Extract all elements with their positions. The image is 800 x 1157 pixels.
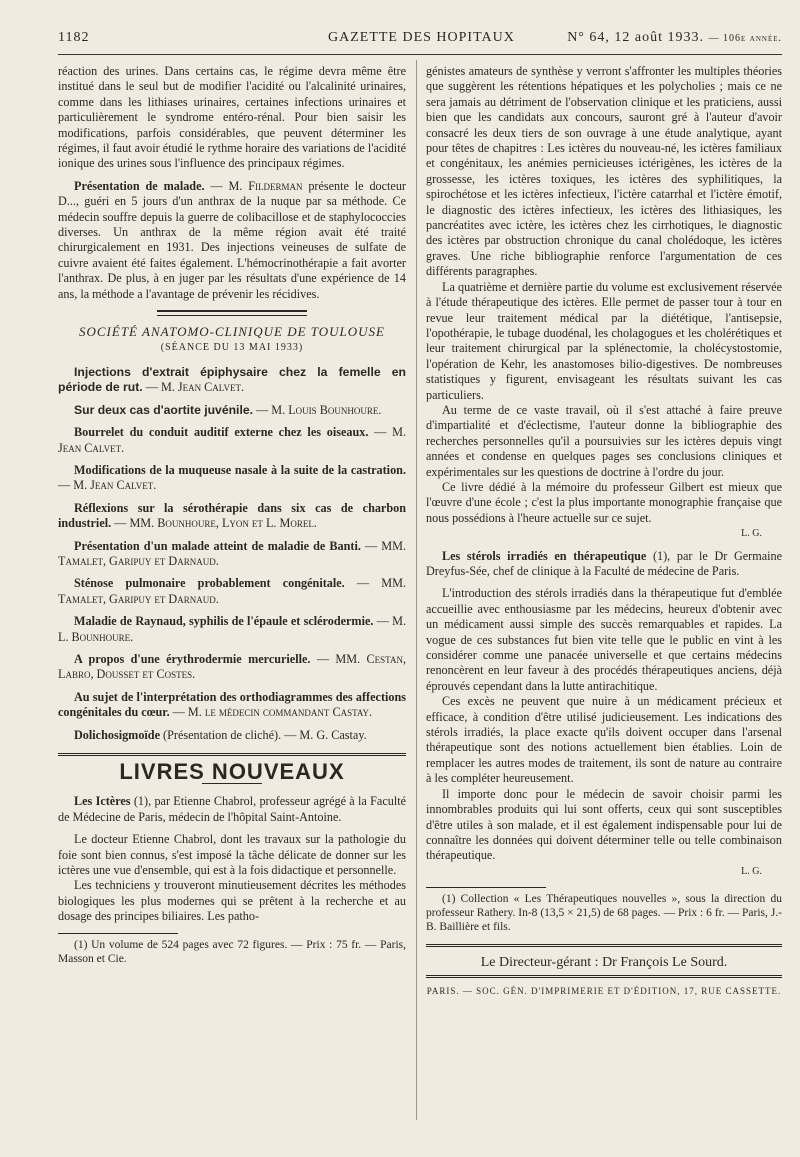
list-item: Présentation d'un malade atteint de maladie de Banti. — MM. Tamalet, Garipuy et Darnaud. — [58, 538, 406, 568]
list-item: Modifications de la muqueuse nasale à la suite de la castration. — M. Jean Calvet. — [58, 462, 406, 493]
list-item: Dolichosigmoïde (Présentation de cliché). — M. G. Castay. — [74, 727, 367, 742]
paragraph: La quatrième et dernière partie du volume est exclusivement réservée à l'étude thérapeutique des ictères. Elle permet de passer tour à tour en revue leur traitement médical par la diététique, l'antisepsie, l'opothérapie, le tubage duodénal, les cholagogues et les cholérétiques et leur traitement chirurgical par la splénectomie, la cholécystostomie, l'opération de Kehr, les anastomoses bilio-digestives. De nombreuses statistiques y figurent, envisageant les résultats suivant les cas particuliers. — [426, 279, 782, 402]
book-title: Les Ictères — [74, 794, 131, 809]
header-rule — [58, 54, 782, 55]
list-item: Sténose pulmonaire probablement congénitale. — MM. Tamalet, Garipuy et Darnaud. — [58, 576, 406, 606]
section-heading: LIVRES NOUVEAUX — [119, 759, 345, 785]
footnote: (1) Un volume de 524 pages avec 72 figures. — Prix : 75 fr. — Paris, Masson et Cie. — [58, 938, 406, 965]
signature: L. G. — [741, 528, 762, 540]
left-column — [58, 64, 406, 966]
book-entry: Les Ictères (1), par Etienne Chabrol, professeur agrégé à la Faculté de Médecine de Paris, médecin de l'hôpital Saint-Antoine. — [58, 794, 407, 824]
paragraph: Le docteur Etienne Chabrol, dont les travaux sur la pathologie du foie sont bien connus, s'est imposé la tâche délicate de donner sur les ictères une vue d'ensemble, qui est à la fois didactique et personnelle. — [58, 832, 406, 878]
footnote-rule — [58, 933, 178, 934]
issue-info — [567, 30, 782, 46]
list-item: Sur deux cas d'aortite juvénile. — M. Louis Bounhoure. — [74, 402, 382, 417]
paragraph: génistes amateurs de synthèse y verront s'affronter les multiples théories que suggèrent les rétentions hépatiques et les polycholies ; mais ce ne sera jamais au détriment de l'observation clinique et les praticiens, aussi bien que les candidats aux concours, sauront gré à l'auteur d'avoir consacré les deux tiers de son ouvrage à une étude analytique, ayant pour têtes de chapitres : Les ictères du nouveau-né, les ictères familiaux et congénitaux, les anémies pernicieuses ictérigènes, les ictères de la grossesse, les ictères toxiques, les ictères des syphilitiques, la spirochétose et les ictères infectieux, l'ictère catarrhal et l'ictère émotif, le diagnostic des ictères infectieux, les ictères des lithiasiques, les pancréatites avec ictère, les ictères chez les cirrhotiques, le diagnostic des ictères par obstruction chronique du canal cholédoque, les ictères graves. Une riche bibliographie renforce l'argumentation de ces différents paragraphes. — [426, 64, 782, 279]
list-item: Au sujet de l'interprétation des orthodiagrammes des affections congénitales du cœur. — M. le médecin commandant Castay. — [58, 689, 406, 720]
paragraph: réaction des urines. Dans certains cas, le régime devra même être institué dans le seul but de modifier l'acidité ou l'alcalinité urinaires, comme dans les lithiases urinaires, certaines infections urinaires et particulièrement le syndrome entéro-rénal. Pour bien saisir les modifications, parfois considérables, que peuvent déterminer les régimes, il faut avoir étudié le rythme horaire des variations de l'acidité ionique des urines sous l'influence des principaux régimes. — [58, 64, 406, 171]
society-heading: SOCIÉTÉ ANATOMO-CLINIQUE DE TOULOUSE — [78, 324, 385, 340]
section-divider — [58, 753, 406, 756]
paragraph: Il importe donc pour le médecin de savoir choisir parmi les innombrables produits qui lui sont offerts, ceux qui sont susceptibles d'être utiles à son malade, et il est également indispensable pour lui de connaître les données qui doivent déterminer telle ou telle combinaison thérapeutique. — [426, 786, 782, 863]
printer-line: PARIS. — SOC. GÉN. D'IMPRIMERIE ET D'ÉDITION, 17, RUE CASSETTE. — [426, 985, 782, 996]
right-column — [426, 64, 782, 999]
section-title: Présentation de malade. — [74, 178, 205, 193]
list-item: A propos d'une érythrodermie mercurielle. — MM. Cestan, Labro, Dousset et Costes. — [58, 652, 406, 682]
section-divider — [426, 975, 782, 978]
paragraph: Ces excès ne peuvent que nuire à un médicament précieux et efficace, à condition d'être utilisé judicieusement. Les indications des stérols irradiés, la place exacte qu'ils doivent occuper dans l'arsenal thérapeutique sont des notions actuellement bien établies. Loin de remplacer les autres modes de traitement, ils sont de nature au contraire à les compléter heureusement. — [426, 694, 782, 786]
column-divider — [416, 60, 417, 1120]
list-item: Réflexions sur la sérothérapie dans six cas de charbon industriel. — MM. Bounhoure, Lyon et L. Morel. — [58, 500, 406, 531]
page-header — [58, 30, 782, 50]
journal-title: GAZETTE DES HOPITAUX — [328, 30, 515, 45]
divider — [157, 315, 307, 316]
director-line: Le Directeur-gérant : Dr François Le Sourd. — [480, 955, 728, 971]
paragraph: L'introduction des stérols irradiés dans la thérapeutique fut d'emblée accueillie avec enthousiasme par les médecins, heureux d'obtenir avec un médicament aussi simple des succès remarquables et rapides. La vogue de ces substances fut bien vite telle que le public en vint à les considérer comme une panacée universelle et que certains médecins renoncèrent en leur faveur à des procédés thérapeutiques anciens, déjà éprouvés cependant dans la lutte antirachitique. — [426, 586, 782, 693]
list-item: Bourrelet du conduit auditif externe chez les oiseaux. — M. Jean Calvet. — [58, 425, 407, 455]
page-number: 1182 — [58, 30, 90, 45]
paragraph: Ce livre dédié à la mémoire du professeur Gilbert est mieux que l'œuvre d'une école ; c'est la plus importante monographie française que nous possédions à l'heure actuelle sur ce sujet. — [426, 479, 782, 525]
issue-date: N° 64, 12 août 1933. — [567, 30, 704, 45]
list-item: Maladie de Raynaud, syphilis de l'épaule et sclérodermie. — M. L. Bounhoure. — [58, 614, 407, 644]
presentation-paragraph: Présentation de malade. — M. Filderman présente le docteur D..., guéri en 5 jours d'un anthrax de la nuque par sa méthode. Ce médecin souffre depuis la guerre de colibacillose et de staphylococcies diverses. Un anthrax de la même région avait été traité chirurgicalement en 1931. Des injections veineuses de sulfate de cuivre avaient été faites également. L'hémocrinothérapie a fait avorter l'anthrax. De plus, à en juger par les résultats d'une expérience de 14 ans, la méthode a l'avantage de prévenir les récidives. — [58, 178, 406, 301]
footnote: (1) Collection « Les Thérapeutiques nouvelles », sous la direction du professeur Rathery. In-8 (13,5 × 21,5) de 68 pages. — Prix : 6 fr. — Paris, J.-B. Baillière et fils. — [426, 893, 782, 934]
footnote-rule — [426, 887, 546, 888]
section-divider — [426, 944, 782, 947]
volume-number: — 106e année. — [708, 33, 782, 44]
session-date: (SÉANCE DU 13 MAI 1933) — [160, 341, 304, 353]
signature: L. G. — [741, 865, 762, 877]
list-item: Injections d'extrait épiphysaire chez la femelle en période de rut. — M. Jean Calvet. — [58, 364, 406, 395]
paragraph: Les techniciens y trouveront minutieusement décrites les méthodes biologiques les plus modernes qui se prêtent à la recherche et au dosage des principes biliaires. Les patho- — [58, 878, 406, 924]
author-name: Filderman — [248, 178, 303, 193]
book-entry: Les stérols irradiés en thérapeutique (1), par le Dr Germaine Dreyfus-Sée, chef de clinique à la Faculté de médecine de Paris. — [426, 548, 782, 578]
book-title: Les stérols irradiés en thérapeutique — [442, 548, 647, 563]
paragraph: Au terme de ce vaste travail, où il s'est attaché à faire preuve d'impartialité et d'éclectisme, l'auteur donne la bibliographie des recherches personnelles qu'il a poursuivies sur les ictères depuis vingt années et condense en quelques pages ses conclusions cliniques et expérimentales sur les questions de doctrine à l'ordre du jour. — [426, 402, 782, 479]
divider — [157, 310, 307, 312]
